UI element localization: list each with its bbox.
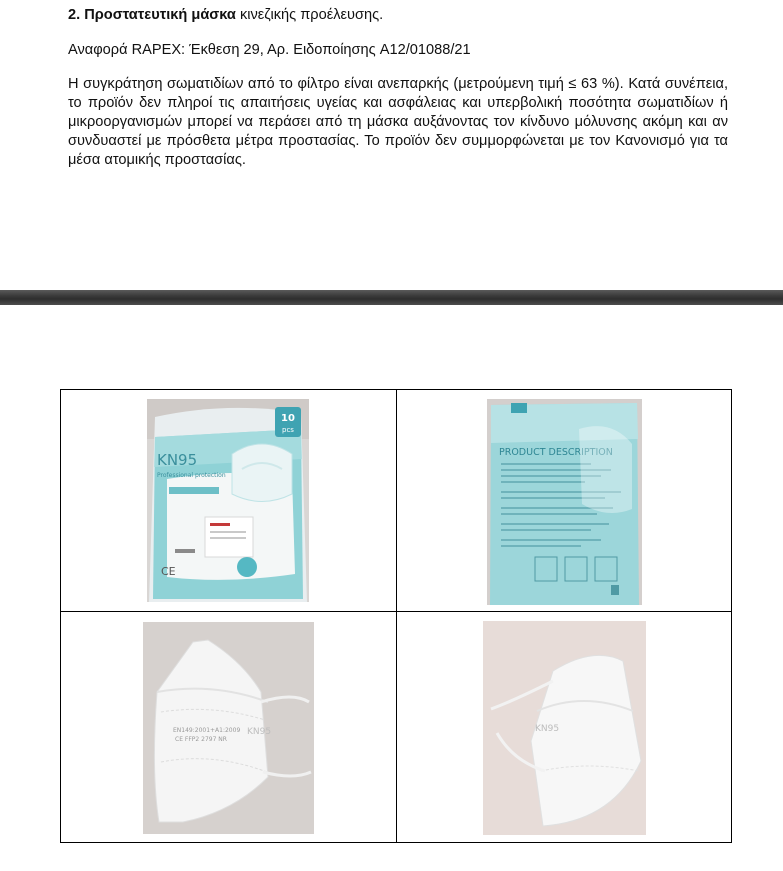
bag-unit: pcs (282, 426, 294, 434)
bag-count: 10 (281, 413, 295, 424)
bag-ce-mark: CE (161, 565, 176, 578)
mask-certification: CE FFP2 2797 NR (175, 736, 227, 743)
table-divider-vertical (396, 390, 397, 842)
section-title: Προστατευτική μάσκα (84, 7, 236, 23)
section-heading (68, 6, 728, 25)
section-origin: κινεζικής προέλευσης. (235, 7, 384, 23)
photo-mask-angle (483, 621, 646, 835)
risk-description: Η συγκράτηση σωματιδίων από το φίλτρο είναι ανεπαρκής (μετρούμενη τιμή ≤ 63 %). Κατά συνέπεια, το προϊόν δεν πληροί τις απαιτήσεις υγείας και ασφάλειας και υπερβολική ποσότητα σωματιδίων ή μικροοργανισμών μπορεί να περάσει από τη μάσκα αυξάνοντας τον κίνδυνο μόλυνσης ακόμη και αν συνδυαστεί με πρόσθετα μέτρα προστασίας. Το προϊόν δεν συμμορφώνεται με τον Κανονισμό για τα μέσα ατομικής προστασίας. (68, 76, 728, 168)
bag-brand: KN95 (157, 451, 198, 469)
bag-back-heading: PRODUCT DESCRIPTION (499, 447, 613, 458)
table-divider-horizontal (61, 611, 731, 612)
photo-bag-back (487, 399, 642, 605)
photo-bag-front (147, 399, 309, 602)
photo-mask-side (143, 622, 314, 834)
mask-angle-brand: KN95 (535, 724, 560, 734)
document-text (68, 6, 728, 185)
photo-table (60, 389, 732, 843)
rapex-reference: Αναφορά RAPEX: Έκθεση 29, Αρ. Ειδοποίησης A12/01088/21 (68, 42, 471, 58)
mask-standard: EN149:2001+A1:2009 (173, 727, 241, 734)
mask-side-brand: KN95 (247, 727, 272, 737)
section-number: 2. (68, 7, 81, 23)
bag-subtitle: Professional protection (157, 472, 226, 479)
page-divider (0, 290, 783, 305)
